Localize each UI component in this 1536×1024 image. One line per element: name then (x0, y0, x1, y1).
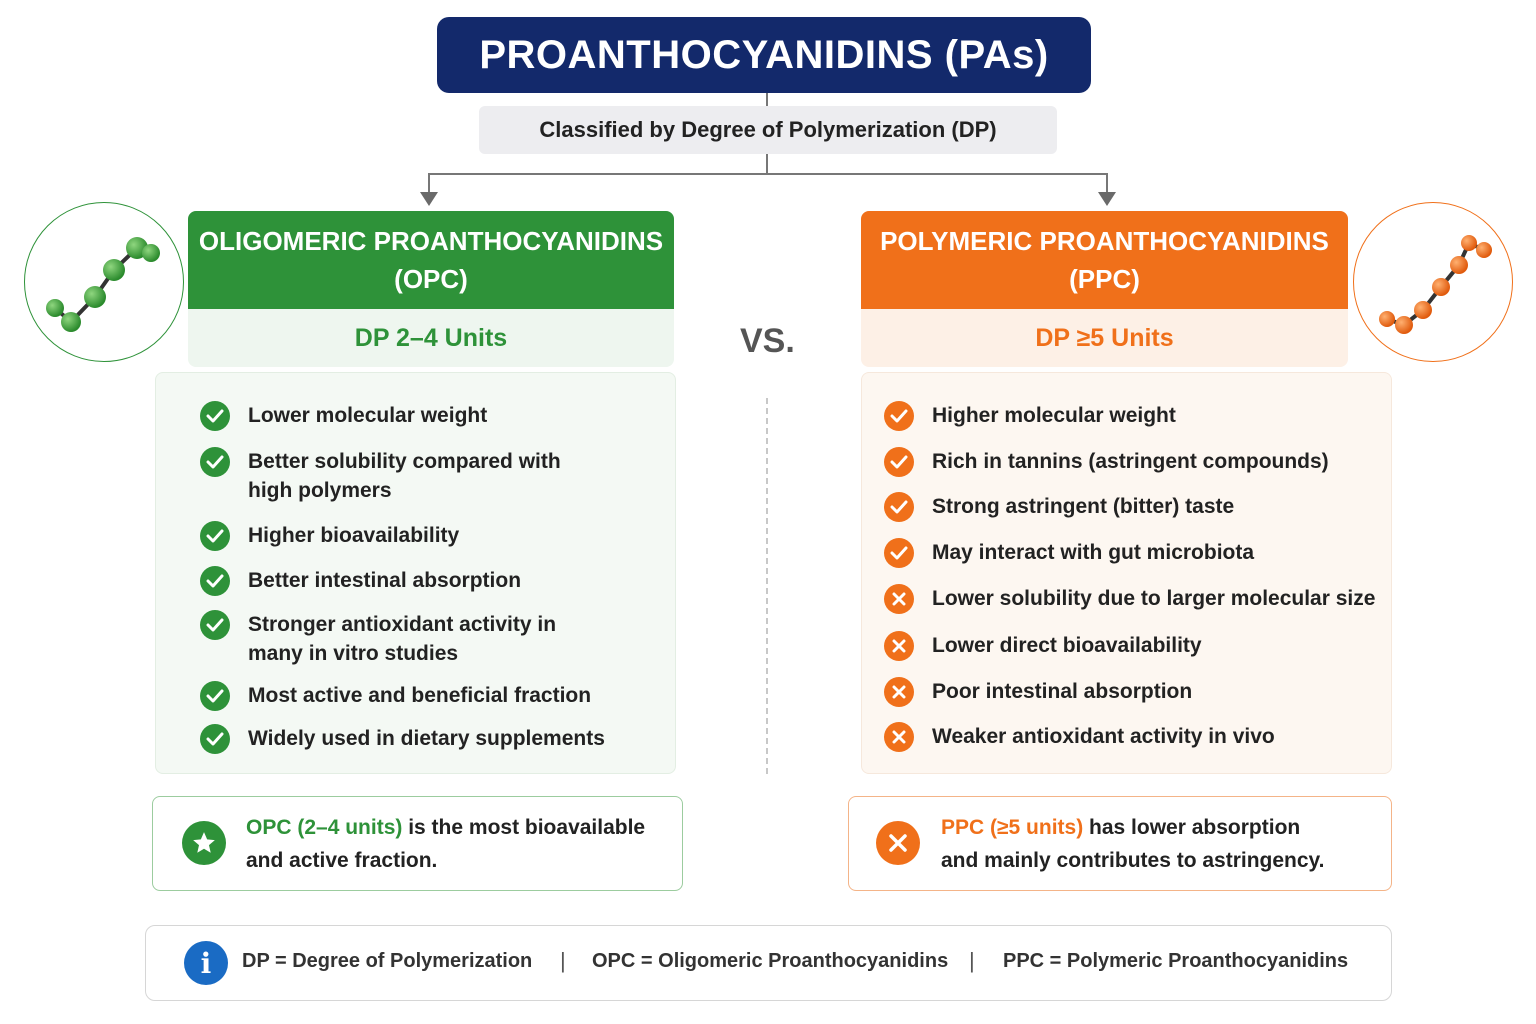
item-text: Higher molecular weight (932, 404, 1176, 427)
connector-line (428, 173, 1108, 175)
item-text (248, 610, 556, 668)
arrow-down-icon (420, 192, 438, 206)
opc-header-title: OLIGOMERIC PROANTHOCYANIDINS (198, 226, 664, 256)
item-text: Lower solubility due to larger molecular size (932, 587, 1376, 610)
x-icon (884, 631, 914, 661)
item-text: Rich in tannins (astringent compounds) (932, 450, 1329, 473)
list-item (200, 521, 459, 551)
connector-line (1106, 173, 1108, 193)
item-text: May interact with gut microbiota (932, 541, 1255, 564)
molecule-chain-icon (1354, 203, 1512, 361)
x-icon (884, 722, 914, 752)
opc-header-abbr: (OPC) (394, 264, 468, 294)
check-icon (884, 447, 914, 477)
list-item (200, 681, 591, 711)
subtitle: Classified by Degree of Polymerization (DP) (479, 106, 1057, 154)
ppc-summary-text (941, 811, 1325, 877)
item-text: Widely used in dietary supplements (248, 727, 605, 750)
ppc-summary-box (848, 796, 1392, 891)
item-text: Higher bioavailability (248, 524, 460, 547)
list-item (884, 401, 1176, 431)
center-divider (766, 398, 768, 774)
list-item (884, 584, 1375, 614)
list-item (200, 447, 561, 505)
ppc-property-list (861, 372, 1392, 774)
check-icon (200, 566, 230, 596)
opc-summary-rest: is the most bioavailable (402, 816, 646, 839)
connector-line (428, 173, 430, 193)
item-text (248, 447, 561, 505)
x-icon (884, 584, 914, 614)
ppc-summary-line2: and mainly contributes to astringency. (941, 849, 1325, 872)
opc-summary-highlight: OPC (2–4 units) (246, 816, 403, 839)
item-text: Most active and beneficial fraction (248, 684, 592, 707)
item-text: Strong astringent (bitter) taste (932, 495, 1235, 518)
check-icon (200, 401, 230, 431)
item-text: Better intestinal absorption (248, 569, 522, 592)
ppc-summary-rest: has lower absorption (1083, 816, 1301, 839)
legend-footer (145, 925, 1392, 1001)
star-icon (182, 821, 226, 865)
ppc-header (861, 211, 1348, 309)
item-text: Weaker antioxidant activity in vivo (932, 725, 1275, 748)
opc-molecule-circle (24, 202, 184, 362)
separator: | (969, 948, 975, 973)
item-text-line: Better solubility compared with (248, 450, 561, 473)
check-icon (200, 447, 230, 477)
item-text: Lower direct bioavailability (932, 634, 1202, 657)
item-text: Lower molecular weight (248, 404, 488, 427)
list-item (200, 401, 487, 431)
ppc-header-abbr: (PPC) (1069, 264, 1140, 294)
check-icon (884, 538, 914, 568)
check-icon (200, 610, 230, 640)
page-title: PROANTHOCYANIDINS (PAs) (437, 17, 1091, 93)
check-icon (200, 681, 230, 711)
ppc-molecule-circle (1353, 202, 1513, 362)
opc-dp-label: DP 2–4 Units (188, 309, 674, 367)
check-icon (884, 401, 914, 431)
separator: | (560, 948, 566, 973)
list-item (884, 722, 1275, 752)
connector-line (766, 154, 768, 174)
opc-header (188, 211, 674, 309)
molecule-chain-icon (25, 203, 183, 361)
ppc-summary-highlight: PPC (≥5 units) (941, 816, 1084, 839)
definition-opc: OPC = Oligomeric Proanthocyanidins (592, 950, 949, 972)
list-item (200, 610, 556, 668)
list-item (884, 447, 1329, 477)
item-text-line: high polymers (248, 479, 392, 502)
list-item (884, 492, 1234, 522)
x-icon (884, 677, 914, 707)
x-circle-icon (876, 821, 920, 865)
definition-ppc: PPC = Polymeric Proanthocyanidins (1003, 950, 1349, 972)
list-item (200, 724, 605, 754)
item-text-line: Stronger antioxidant activity in (248, 613, 557, 636)
opc-summary-box (152, 796, 683, 891)
check-icon (200, 521, 230, 551)
ppc-header-title: POLYMERIC PROANTHOCYANIDINS (880, 226, 1329, 256)
check-icon (200, 724, 230, 754)
list-item (200, 566, 521, 596)
vs-label: VS. (740, 322, 795, 360)
check-icon (884, 492, 914, 522)
arrow-down-icon (1098, 192, 1116, 206)
list-item (884, 677, 1192, 707)
definition-dp: DP = Degree of Polymerization (242, 950, 533, 972)
item-text: Poor intestinal absorption (932, 680, 1193, 703)
connector-line (766, 93, 768, 106)
opc-summary-line2: and active fraction. (246, 849, 438, 872)
item-text-line: many in vitro studies (248, 642, 459, 665)
opc-summary-text (246, 811, 645, 877)
info-icon: i (184, 941, 228, 985)
list-item (884, 538, 1254, 568)
opc-property-list (155, 372, 676, 774)
ppc-dp-label: DP ≥5 Units (861, 309, 1348, 367)
list-item (884, 631, 1202, 661)
